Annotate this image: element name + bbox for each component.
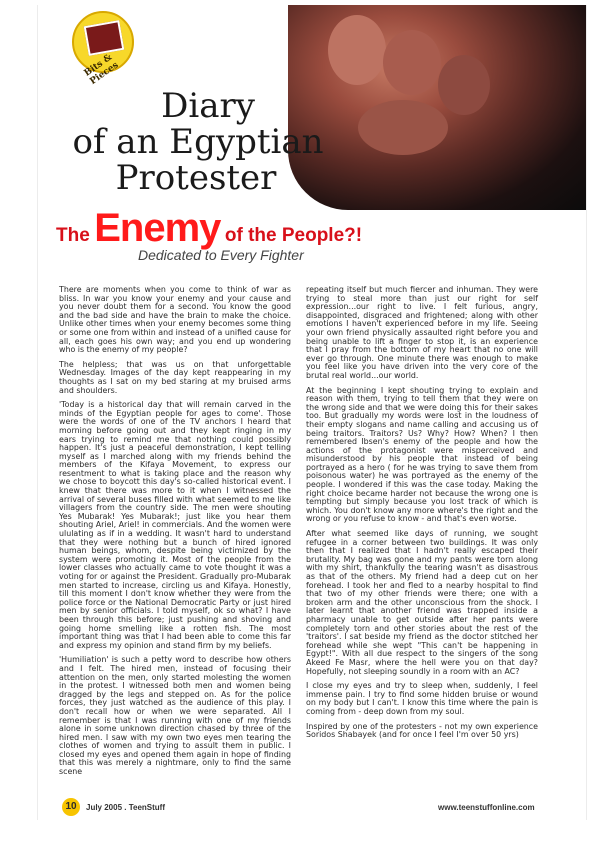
article-credit: Inspired by one of the protesters - not my own experience Soridos Shabayek (and for once I feel I'm over 50 yrs) (306, 721, 538, 740)
subtitle (56, 206, 536, 251)
page-number: 10 (62, 798, 80, 816)
subtitle-the: The (56, 225, 90, 246)
fist-knuckle (383, 30, 441, 95)
article-paragraph: After what seemed like days of running, we sought refugee in a corner between two buildings. It was only then that I realized that I hadn't really escaped their brutality. My bag was gone and my pants were torn along with my shirt, thankfully the tearing wasn't as disastrous as that of the others. My friend had a deep cut on her forehead. I took her and fled to a nearby hospital to find that two of my other friends were there; one with a broken arm and the other unconscious from the shock. I later learnt that another friend was trapped inside a pharmacy unable to get outside after her pants were completely torn and other stories about the rest of the 'traitors'. I sat beside my friend as the doctor stitched her forehead while she wept "This can't be happening in Egypt!". With all due respect to the singers of the song Akeed Fe Masr, where the hell were you on that day? Hopefully, not sleeping soundly in a room with an AC? (306, 529, 538, 676)
article-column-right (306, 286, 538, 746)
article-column-left (59, 286, 291, 783)
fist-knuckle (438, 55, 490, 115)
article-paragraph: I close my eyes and try to sleep when, suddenly, I feel immense pain. I try to find some hidden bruise or wound on my body but I can't. I know this time where the pain is coming from - deep down from my soul. (306, 681, 538, 716)
subtitle-rest: of the People?! (224, 225, 363, 246)
fist-thumb (358, 100, 448, 155)
badge-text: Bits & Pieces (82, 52, 121, 87)
article-paragraph: At the beginning I kept shouting trying to explain and reason with them, trying to tell them that they were on the wrong side and that we were doing this for their sakes too. But gradually my words were lost in the loudness of their empty slogans and name calling and accusing us of being traitors. Traitors? Us? Why? How? When? I then remembered Ibsen's enemy of the people and how the actions of the protagonist were misperceived and misunderstood by his people that instead of being portrayed as a hero ( for he was trying to save them from poisonous water) he was portrayed as the enemy of the people. I wondered if this was the case today. Making the right choice became harder not because the wrong one is tempting but simply because you lost track of which is which. You don't know any more where's the right and the wrong or you refuse to know - and that's even worse. (306, 385, 538, 524)
footer-url[interactable]: www.teenstuffonline.com (438, 803, 535, 812)
title-line-2: of an Egyptian (72, 122, 324, 162)
bits-pieces-badge-icon (72, 11, 134, 87)
article-paragraph: There are moments when you come to think of war as bliss. In war you know your enemy and your cause and you never doubt them for a second. You know the good and the bad side and have the brain to make the choice. Unlike other times when your enemy becomes some thing or some one from within and instead of a unified cause for all, each goes his own way; and you end up wondering who is the enemy of my people? (59, 285, 291, 355)
dedication: Dedicated to Every Fighter (138, 247, 304, 263)
article-paragraph: 'Humiliation' is such a petty word to describe how others and I felt. The hired men, instead of focusing their attention on the men, only started molesting the women in the protest. I witnessed both men and women being dragged by the legs and stepped on. As for the police forces, they just watched as the audience of this play. I don't recall how or when we were separated. All I remember is that I was running with one of my friends alone in some unknown direction chased by three of the hired men. I saw with my own two eyes men tearing the clothes of women and trying to assult them in public. I closed my eyes and opened them again in hope of finding that this was merely a nightmare, only to find the same scene (59, 655, 291, 777)
footer-issue: July 2005 . TeenStuff (86, 803, 165, 812)
fist-knuckle (328, 15, 386, 85)
article-paragraph: The helpless; that was us on that unforgettable Wednesday. Images of the day kept reappearing in my thoughts as I sat on my bed staring at my bruised arms and shoulders. (59, 359, 291, 395)
article-paragraph: 'Today is a historical day that will remain carved in the minds of the Egyptian people for ages to come'. Those were the words of one of the TV anchors I heard that morning before going out and they kept ringing in my ears trying to remind me that nothing could possibly happen. It's just a peaceful demonstration, I kept telling myself as I marched along with my friends behind the members of the Kifaya Movement, to express our resentment to what is taking place and the reason why we chose to boycott this day's so-called historical event. I knew that there was more to it when I witnessed the arrival of several buses filled with what seemed to me like villagers from the country side. The men were shouting Yes Mubarak! Yes Mubarak!; just like you hear them shouting Ariel, Ariel! in commercials. And the women were ululating as if in a wedding. It wasn't hard to understand that they were nothing but a bunch of hired ignored human beings, whom, despite being victimized by the system were promoting it. Most of the people from the lower classes who actually came to vote thought it was a voting for or against the President. Gradually pro-Mubarak men started to increase, circling us and Kifaya. Honestly, till this moment I don't know whether they were from the police force or the National Democratic Party or just hired men by senior officials. I told myself, ok so what? I have been through this before; just pushing and shoving and going home smelling like a rotten fish. The most important thing was that I had been able to come this far and express my opinion and stand firm by my beliefs. (59, 400, 291, 650)
subtitle-enemy: Enemy (94, 206, 221, 250)
title-line-1: Diary (161, 86, 255, 126)
magazine-page (37, 5, 587, 820)
article-paragraph: repeating itself but much fiercer and inhuman. They were trying to steal more than just our right for self expression...our right to live. I felt furious, angry, disappointed, disgraced and frightened; along with other emotions I haven't experienced before in my life. Seeing your own friend physically assaulted right before you and being unable to lift a finger to stop it, is an experience that I pray from the bottom of my heart that no one will ever go through. One minute there was enough to make you feel like you have driven into the very core of the brutal real world...our world. (306, 285, 538, 380)
title-line-3: Protester (115, 158, 277, 198)
